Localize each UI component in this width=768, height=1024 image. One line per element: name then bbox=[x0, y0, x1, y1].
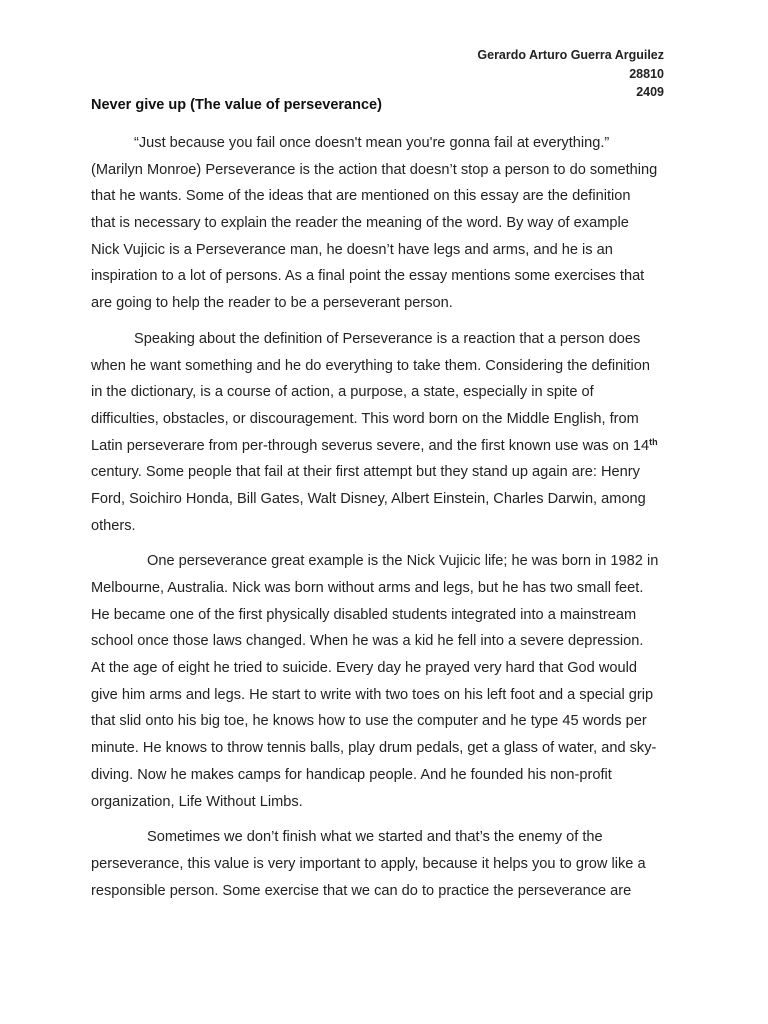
text-line: Ford, Soichiro Honda, Bill Gates, Walt Disney, Albert Einstein, Charles Darwin, among bbox=[91, 490, 646, 507]
text-line: Speaking about the definition of Perseverance is a reaction that a person does bbox=[134, 330, 641, 347]
text-line: diving. Now he makes camps for handicap people. And he founded his non-profit bbox=[91, 766, 612, 783]
text-line: “Just because you fail once doesn't mean you're gonna fail at everything.” bbox=[134, 135, 610, 151]
text-line: in the dictionary, is a course of action, a purpose, a state, especially in spite of bbox=[91, 384, 594, 401]
paragraph-4 bbox=[91, 824, 681, 904]
text-segment: Latin perseverare from per-through severus severe, and the first known use was on 14 bbox=[91, 437, 650, 454]
text-line: when he want something and he do everything to take them. Considering the definition bbox=[91, 357, 650, 374]
author-header bbox=[477, 46, 664, 102]
ordinal-superscript: th bbox=[649, 436, 658, 447]
text-line: At the age of eight he tried to suicide. Every day he prayed very hard that God would bbox=[91, 660, 637, 677]
text-line: that slid onto his big toe, he knows how to use the computer and he type 45 words per bbox=[91, 713, 647, 730]
text-line: difficulties, obstacles, or discouragement. This word born on the Middle English, from bbox=[91, 410, 639, 427]
group-number: 2409 bbox=[636, 85, 664, 99]
text-line: give him arms and legs. He start to write with two toes on his left foot and a special grip bbox=[91, 686, 654, 703]
essay-body bbox=[91, 130, 681, 904]
paragraph-spacer bbox=[91, 317, 681, 326]
text-line: Nick Vujicic is a Perseverance man, he doesn’t have legs and arms, and he is an bbox=[91, 241, 613, 258]
text-line: that is necessary to explain the reader the meaning of the word. By way of example bbox=[91, 215, 629, 232]
paragraph-2 bbox=[91, 326, 681, 540]
text-line: (Marilyn Monroe) Perseverance is the action that doesn’t stop a person to do something bbox=[91, 161, 658, 178]
paragraph-spacer bbox=[91, 539, 681, 548]
paragraph-spacer bbox=[91, 815, 681, 824]
text-line: Melbourne, Australia. Nick was born without arms and legs, but he has two small feet. bbox=[91, 580, 644, 596]
text-line: others. bbox=[91, 517, 136, 534]
essay-title: Never give up (The value of perseverance) bbox=[91, 97, 382, 113]
text-line: One perseverance great example is the Nick Vujicic life; he was born in 1982 in bbox=[147, 553, 659, 570]
text-line: He became one of the first physically disabled students integrated into a mainstream bbox=[91, 606, 637, 623]
text-line: are going to help the reader to be a perseverant person. bbox=[91, 295, 453, 312]
text-line: inspiration to a lot of persons. As a final point the essay mentions some exercises that bbox=[91, 268, 645, 285]
text-line-with-superscript bbox=[91, 433, 681, 460]
text-line: organization, Life Without Limbs. bbox=[91, 793, 303, 810]
text-line: minute. He knows to throw tennis balls, play drum pedals, get a glass of water, and sky- bbox=[91, 740, 657, 757]
paragraph-3 bbox=[91, 548, 681, 815]
text-line: responsible person. Some exercise that we can do to practice the perseverance are bbox=[91, 882, 632, 899]
text-line: century. Some people that fail at their first attempt but they stand up again are: Henry bbox=[91, 464, 640, 481]
student-id: 28810 bbox=[629, 66, 664, 81]
text-line: that he wants. Some of the ideas that are mentioned on this essay are the definition bbox=[91, 188, 631, 205]
paragraph-1 bbox=[91, 130, 681, 317]
text-line: school once those laws changed. When he was a kid he fell into a severe depression. bbox=[91, 633, 644, 650]
text-line: Sometimes we don’t finish what we started and that’s the enemy of the bbox=[147, 829, 603, 846]
text-line: perseverance, this value is very important to apply, because it helps you to grow like a bbox=[91, 855, 646, 872]
author-name: Gerardo Arturo Guerra Arguilez bbox=[477, 48, 664, 62]
